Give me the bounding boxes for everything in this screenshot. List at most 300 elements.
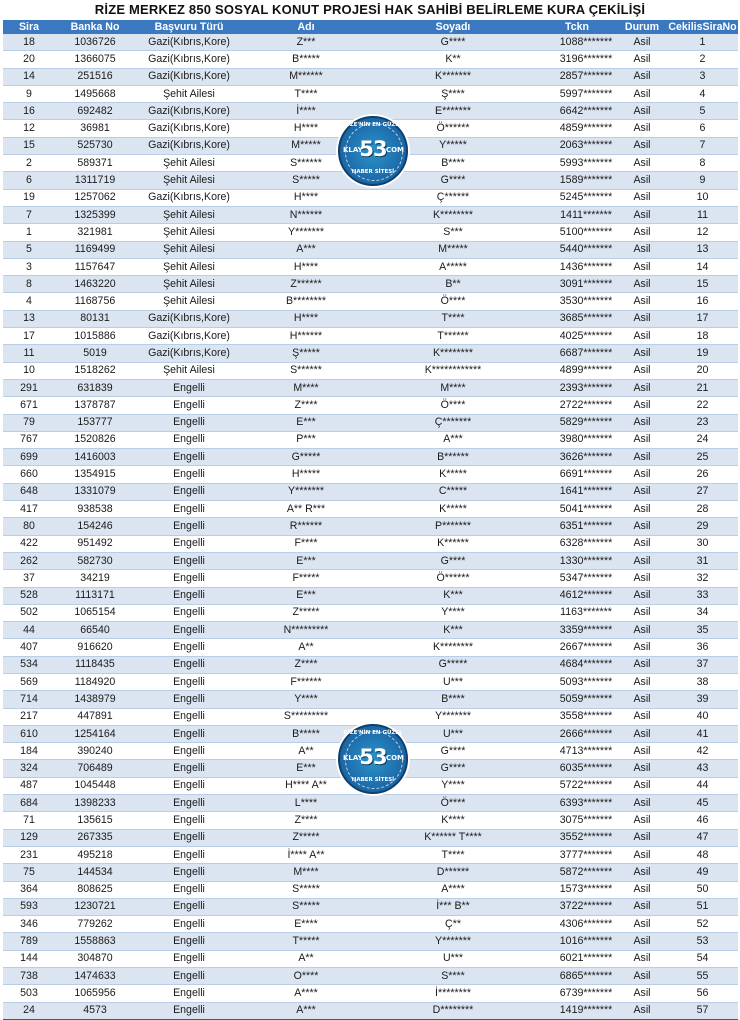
cell-durum: Asil: [617, 985, 667, 1002]
cell-adi: M****: [243, 864, 369, 881]
cell-cekilis-sira-no: 32: [667, 570, 738, 587]
cell-adi: N******: [243, 206, 369, 223]
cell-adi: L****: [243, 795, 369, 812]
cell-soyadi: K****: [369, 812, 537, 829]
cell-soyadi: A****: [369, 881, 537, 898]
cell-soyadi: B**: [369, 276, 537, 293]
cell-sira: 262: [3, 552, 55, 569]
cell-adi: Z****: [243, 656, 369, 673]
cell-soyadi: Ö******: [369, 120, 537, 137]
cell-banka-no: 154246: [55, 518, 135, 535]
cell-adi: E***: [243, 414, 369, 431]
cell-durum: Asil: [617, 622, 667, 639]
table-row: [3, 293, 738, 310]
cell-banka-no: 779262: [55, 916, 135, 933]
cell-tckn: 2393*******: [537, 379, 617, 396]
table-row: [3, 328, 738, 345]
cell-adi: T*****: [243, 933, 369, 950]
cell-tckn: 1330*******: [537, 552, 617, 569]
cell-soyadi: Y*****: [369, 137, 537, 154]
cell-tckn: 5347*******: [537, 570, 617, 587]
cell-banka-no: 135615: [55, 812, 135, 829]
cell-soyadi: M****: [369, 379, 537, 396]
cell-banka-no: 1463220: [55, 276, 135, 293]
cell-basvuru-turu: Engelli: [135, 916, 243, 933]
cell-soyadi: A***: [369, 431, 537, 448]
cell-cekilis-sira-no: 40: [667, 708, 738, 725]
cell-sira: 346: [3, 916, 55, 933]
cell-soyadi: K******: [369, 535, 537, 552]
cell-basvuru-turu: Engelli: [135, 725, 243, 742]
cell-basvuru-turu: Engelli: [135, 950, 243, 967]
table-row: [3, 691, 738, 708]
cell-sira: 324: [3, 760, 55, 777]
cell-sira: 13: [3, 310, 55, 327]
cell-durum: Asil: [617, 310, 667, 327]
cell-tckn: 3558*******: [537, 708, 617, 725]
logo-arc-bottom: HABER SİTESİ: [351, 777, 395, 783]
cell-soyadi: B****: [369, 691, 537, 708]
cell-sira: 10: [3, 362, 55, 379]
cell-cekilis-sira-no: 35: [667, 622, 738, 639]
cell-durum: Asil: [617, 570, 667, 587]
cell-basvuru-turu: Engelli: [135, 518, 243, 535]
cell-banka-no: 267335: [55, 829, 135, 846]
cell-adi: H******: [243, 328, 369, 345]
logo-left-text: KLAY: [343, 754, 363, 762]
cell-cekilis-sira-no: 48: [667, 846, 738, 863]
cell-basvuru-turu: Engelli: [135, 431, 243, 448]
cell-soyadi: G****: [369, 172, 537, 189]
cell-cekilis-sira-no: 56: [667, 985, 738, 1002]
cell-tckn: 4025*******: [537, 328, 617, 345]
cell-basvuru-turu: Engelli: [135, 812, 243, 829]
cell-durum: Asil: [617, 137, 667, 154]
cell-sira: 80: [3, 518, 55, 535]
cell-durum: Asil: [617, 224, 667, 241]
cell-soyadi: G****: [369, 743, 537, 760]
cell-soyadi: D********: [369, 1002, 537, 1019]
cell-durum: Asil: [617, 276, 667, 293]
cell-tckn: 5041*******: [537, 501, 617, 518]
cell-tckn: 4612*******: [537, 587, 617, 604]
cell-soyadi: S****: [369, 968, 537, 985]
cell-soyadi: Ö****: [369, 293, 537, 310]
cell-cekilis-sira-no: 7: [667, 137, 738, 154]
cell-banka-no: 1254164: [55, 725, 135, 742]
cell-cekilis-sira-no: 36: [667, 639, 738, 656]
cell-sira: 11: [3, 345, 55, 362]
cell-tckn: 6739*******: [537, 985, 617, 1002]
cell-cekilis-sira-no: 19: [667, 345, 738, 362]
table-row: [3, 933, 738, 950]
cell-soyadi: G****: [369, 34, 537, 51]
cell-banka-no: 1416003: [55, 449, 135, 466]
cell-basvuru-turu: Engelli: [135, 449, 243, 466]
cell-basvuru-turu: Engelli: [135, 639, 243, 656]
cell-adi: G*****: [243, 449, 369, 466]
cell-tckn: 6642*******: [537, 103, 617, 120]
cell-cekilis-sira-no: 17: [667, 310, 738, 327]
cell-cekilis-sira-no: 47: [667, 829, 738, 846]
cell-sira: 528: [3, 587, 55, 604]
cell-durum: Asil: [617, 362, 667, 379]
cell-banka-no: 1045448: [55, 777, 135, 794]
table-row: [3, 898, 738, 915]
cell-basvuru-turu: Engelli: [135, 622, 243, 639]
cell-tckn: 6035*******: [537, 760, 617, 777]
cell-sira: 144: [3, 950, 55, 967]
cell-sira: 407: [3, 639, 55, 656]
table-row: [3, 985, 738, 1002]
cell-cekilis-sira-no: 39: [667, 691, 738, 708]
cell-banka-no: 153777: [55, 414, 135, 431]
cell-soyadi: U***: [369, 725, 537, 742]
cell-basvuru-turu: Engelli: [135, 864, 243, 881]
table-row: [3, 345, 738, 362]
cell-sira: 648: [3, 483, 55, 500]
cell-cekilis-sira-no: 8: [667, 155, 738, 172]
table-row: [3, 846, 738, 863]
table-row: [3, 639, 738, 656]
table-row: [3, 881, 738, 898]
cell-tckn: 1016*******: [537, 933, 617, 950]
cell-sira: 16: [3, 103, 55, 120]
cell-basvuru-turu: Gazi(Kıbrıs,Kore): [135, 345, 243, 362]
cell-basvuru-turu: Engelli: [135, 604, 243, 621]
cell-banka-no: 1015886: [55, 328, 135, 345]
cell-soyadi: Y****: [369, 777, 537, 794]
cell-banka-no: 1184920: [55, 673, 135, 690]
cell-banka-no: 1311719: [55, 172, 135, 189]
cell-tckn: 6351*******: [537, 518, 617, 535]
cell-adi: Z******: [243, 276, 369, 293]
cell-soyadi: T****: [369, 310, 537, 327]
cell-sira: 15: [3, 137, 55, 154]
cell-basvuru-turu: Engelli: [135, 760, 243, 777]
cell-soyadi: K************: [369, 362, 537, 379]
cell-durum: Asil: [617, 691, 667, 708]
cell-soyadi: Ö****: [369, 397, 537, 414]
table-row: [3, 812, 738, 829]
cell-cekilis-sira-no: 21: [667, 379, 738, 396]
cell-sira: 184: [3, 743, 55, 760]
cell-tckn: 6691*******: [537, 466, 617, 483]
col-header-banka-no: Banka No: [55, 20, 135, 34]
cell-banka-no: 1257062: [55, 189, 135, 206]
cell-basvuru-turu: Engelli: [135, 777, 243, 794]
cell-adi: M******: [243, 68, 369, 85]
cell-tckn: 1163*******: [537, 604, 617, 621]
cell-banka-no: 1558863: [55, 933, 135, 950]
cell-cekilis-sira-no: 45: [667, 795, 738, 812]
cell-basvuru-turu: Şehit Ailesi: [135, 258, 243, 275]
cell-sira: 593: [3, 898, 55, 915]
cell-cekilis-sira-no: 10: [667, 189, 738, 206]
cell-sira: 422: [3, 535, 55, 552]
cell-basvuru-turu: Engelli: [135, 795, 243, 812]
cell-banka-no: 4573: [55, 1002, 135, 1019]
table-row: [3, 206, 738, 223]
col-header-soyadi: Soyadı: [369, 20, 537, 34]
logo-arc-top: RİZE'NİN EN GÜZEL: [343, 730, 403, 736]
cell-basvuru-turu: Engelli: [135, 501, 243, 518]
table-row: [3, 85, 738, 102]
cell-soyadi: T******: [369, 328, 537, 345]
cell-basvuru-turu: Şehit Ailesi: [135, 293, 243, 310]
cell-soyadi: Y*******: [369, 933, 537, 950]
cell-basvuru-turu: Engelli: [135, 968, 243, 985]
cell-cekilis-sira-no: 15: [667, 276, 738, 293]
cell-banka-no: 1438979: [55, 691, 135, 708]
cell-adi: M****: [243, 379, 369, 396]
cell-durum: Asil: [617, 328, 667, 345]
cell-sira: 7: [3, 206, 55, 223]
cell-durum: Asil: [617, 189, 667, 206]
cell-soyadi: Ç**: [369, 916, 537, 933]
cell-basvuru-turu: Şehit Ailesi: [135, 241, 243, 258]
cell-tckn: 1419*******: [537, 1002, 617, 1019]
cell-durum: Asil: [617, 743, 667, 760]
table-row: [3, 431, 738, 448]
cell-adi: H*****: [243, 466, 369, 483]
col-header-durum: Durum: [617, 20, 667, 34]
cell-sira: 502: [3, 604, 55, 621]
table-row: [3, 68, 738, 85]
cell-durum: Asil: [617, 708, 667, 725]
cell-banka-no: 36981: [55, 120, 135, 137]
cell-sira: 660: [3, 466, 55, 483]
cell-basvuru-turu: Engelli: [135, 673, 243, 690]
cell-cekilis-sira-no: 38: [667, 673, 738, 690]
cell-durum: Asil: [617, 760, 667, 777]
cell-adi: B*****: [243, 51, 369, 68]
watermark-logo: [338, 116, 408, 186]
cell-tckn: 5829*******: [537, 414, 617, 431]
table-row: [3, 466, 738, 483]
table-row: [3, 673, 738, 690]
cell-sira: 569: [3, 673, 55, 690]
cell-basvuru-turu: Şehit Ailesi: [135, 206, 243, 223]
cell-tckn: 5440*******: [537, 241, 617, 258]
cell-cekilis-sira-no: 50: [667, 881, 738, 898]
cell-sira: 6: [3, 172, 55, 189]
cell-basvuru-turu: Gazi(Kıbrıs,Kore): [135, 310, 243, 327]
table-row: [3, 224, 738, 241]
cell-sira: 738: [3, 968, 55, 985]
cell-adi: S*****: [243, 172, 369, 189]
cell-basvuru-turu: Gazi(Kıbrıs,Kore): [135, 137, 243, 154]
cell-tckn: 3091*******: [537, 276, 617, 293]
table-row: [3, 968, 738, 985]
cell-basvuru-turu: Engelli: [135, 691, 243, 708]
cell-durum: Asil: [617, 379, 667, 396]
cell-basvuru-turu: Engelli: [135, 985, 243, 1002]
cell-cekilis-sira-no: 54: [667, 950, 738, 967]
cell-soyadi: K***: [369, 587, 537, 604]
cell-cekilis-sira-no: 37: [667, 656, 738, 673]
table-row: [3, 795, 738, 812]
cell-banka-no: 916620: [55, 639, 135, 656]
cell-adi: B********: [243, 293, 369, 310]
cell-adi: A**: [243, 950, 369, 967]
cell-soyadi: B****: [369, 155, 537, 172]
cell-banka-no: 1354915: [55, 466, 135, 483]
table-row: [3, 310, 738, 327]
cell-soyadi: S***: [369, 224, 537, 241]
cell-tckn: 4859*******: [537, 120, 617, 137]
cell-sira: 1: [3, 224, 55, 241]
cell-cekilis-sira-no: 24: [667, 431, 738, 448]
cell-sira: 4: [3, 293, 55, 310]
cell-tckn: 2667*******: [537, 639, 617, 656]
cell-soyadi: İ********: [369, 985, 537, 1002]
cell-soyadi: K*******: [369, 68, 537, 85]
cell-durum: Asil: [617, 656, 667, 673]
cell-banka-no: 1230721: [55, 898, 135, 915]
cell-adi: N*********: [243, 622, 369, 639]
cell-tckn: 3626*******: [537, 449, 617, 466]
cell-tckn: 2666*******: [537, 725, 617, 742]
cell-adi: E****: [243, 916, 369, 933]
cell-banka-no: 66540: [55, 622, 135, 639]
cell-sira: 79: [3, 414, 55, 431]
table-row: [3, 258, 738, 275]
cell-adi: H****: [243, 120, 369, 137]
cell-cekilis-sira-no: 57: [667, 1002, 738, 1019]
logo-number: 53: [359, 745, 387, 769]
cell-sira: 20: [3, 51, 55, 68]
cell-basvuru-turu: Engelli: [135, 898, 243, 915]
cell-tckn: 3075*******: [537, 812, 617, 829]
cell-soyadi: C*****: [369, 483, 537, 500]
cell-durum: Asil: [617, 34, 667, 51]
cell-tckn: 5245*******: [537, 189, 617, 206]
cell-tckn: 1088*******: [537, 34, 617, 51]
logo-left-text: KLAY: [343, 146, 363, 154]
cell-sira: 487: [3, 777, 55, 794]
cell-durum: Asil: [617, 673, 667, 690]
cell-cekilis-sira-no: 4: [667, 85, 738, 102]
cell-adi: E***: [243, 552, 369, 569]
cell-cekilis-sira-no: 52: [667, 916, 738, 933]
cell-basvuru-turu: Engelli: [135, 535, 243, 552]
table-row: [3, 570, 738, 587]
cell-soyadi: K****** T****: [369, 829, 537, 846]
cell-basvuru-turu: Engelli: [135, 587, 243, 604]
cell-cekilis-sira-no: 20: [667, 362, 738, 379]
cell-basvuru-turu: Şehit Ailesi: [135, 224, 243, 241]
cell-durum: Asil: [617, 51, 667, 68]
cell-durum: Asil: [617, 120, 667, 137]
cell-basvuru-turu: Engelli: [135, 570, 243, 587]
cell-soyadi: G****: [369, 552, 537, 569]
cell-tckn: 4306*******: [537, 916, 617, 933]
cell-sira: 14: [3, 68, 55, 85]
cell-banka-no: 80131: [55, 310, 135, 327]
cell-tckn: 4684*******: [537, 656, 617, 673]
cell-adi: A***: [243, 241, 369, 258]
cell-adi: S*****: [243, 881, 369, 898]
cell-basvuru-turu: Gazi(Kıbrıs,Kore): [135, 103, 243, 120]
cell-banka-no: 808625: [55, 881, 135, 898]
cell-cekilis-sira-no: 26: [667, 466, 738, 483]
cell-cekilis-sira-no: 55: [667, 968, 738, 985]
cell-durum: Asil: [617, 103, 667, 120]
cell-soyadi: K*****: [369, 466, 537, 483]
cell-soyadi: Ş****: [369, 85, 537, 102]
cell-basvuru-turu: Gazi(Kıbrıs,Kore): [135, 120, 243, 137]
cell-durum: Asil: [617, 725, 667, 742]
cell-basvuru-turu: Engelli: [135, 846, 243, 863]
cell-basvuru-turu: Engelli: [135, 483, 243, 500]
cell-durum: Asil: [617, 812, 667, 829]
cell-banka-no: 582730: [55, 552, 135, 569]
cell-soyadi: K********: [369, 639, 537, 656]
col-header-cekilis-sira-no: CekilisSiraNo: [668, 21, 737, 33]
cell-sira: 9: [3, 85, 55, 102]
cell-durum: Asil: [617, 68, 667, 85]
cell-cekilis-sira-no: 13: [667, 241, 738, 258]
cell-banka-no: 447891: [55, 708, 135, 725]
cell-banka-no: 1520826: [55, 431, 135, 448]
cell-sira: 364: [3, 881, 55, 898]
cell-tckn: 1589*******: [537, 172, 617, 189]
cell-sira: 789: [3, 933, 55, 950]
cell-banka-no: 1065956: [55, 985, 135, 1002]
cell-sira: 417: [3, 501, 55, 518]
cell-cekilis-sira-no: 53: [667, 933, 738, 950]
table-row: [3, 535, 738, 552]
cell-tckn: 3722*******: [537, 898, 617, 915]
table-row: [3, 552, 738, 569]
cell-adi: S*********: [243, 708, 369, 725]
cell-durum: Asil: [617, 898, 667, 915]
cell-cekilis-sira-no: 6: [667, 120, 738, 137]
cell-adi: F******: [243, 673, 369, 690]
cell-soyadi: Y*******: [369, 708, 537, 725]
logo-arc-bottom: HABER SİTESİ: [351, 169, 395, 175]
cell-durum: Asil: [617, 968, 667, 985]
cell-basvuru-turu: Engelli: [135, 397, 243, 414]
cell-sira: 714: [3, 691, 55, 708]
cell-banka-no: 1169499: [55, 241, 135, 258]
cell-adi: F*****: [243, 570, 369, 587]
cell-basvuru-turu: Engelli: [135, 708, 243, 725]
table-row: [3, 518, 738, 535]
cell-durum: Asil: [617, 449, 667, 466]
cell-banka-no: 1495668: [55, 85, 135, 102]
table-row: [3, 379, 738, 396]
table-row: [3, 1002, 738, 1019]
cell-durum: Asil: [617, 241, 667, 258]
cell-soyadi: Ç*******: [369, 414, 537, 431]
cell-sira: 534: [3, 656, 55, 673]
table-row: [3, 604, 738, 621]
cell-banka-no: 1157647: [55, 258, 135, 275]
cell-tckn: 6865*******: [537, 968, 617, 985]
cell-adi: A** R***: [243, 501, 369, 518]
logo-arc-top: RİZE'NİN EN GÜZEL: [343, 122, 403, 128]
cell-sira: 12: [3, 120, 55, 137]
cell-cekilis-sira-no: 1: [667, 34, 738, 51]
cell-banka-no: 1331079: [55, 483, 135, 500]
cell-adi: B*****: [243, 725, 369, 742]
cell-cekilis-sira-no: 31: [667, 552, 738, 569]
cell-adi: Ş*****: [243, 345, 369, 362]
cell-durum: Asil: [617, 1002, 667, 1019]
cell-basvuru-turu: Engelli: [135, 414, 243, 431]
